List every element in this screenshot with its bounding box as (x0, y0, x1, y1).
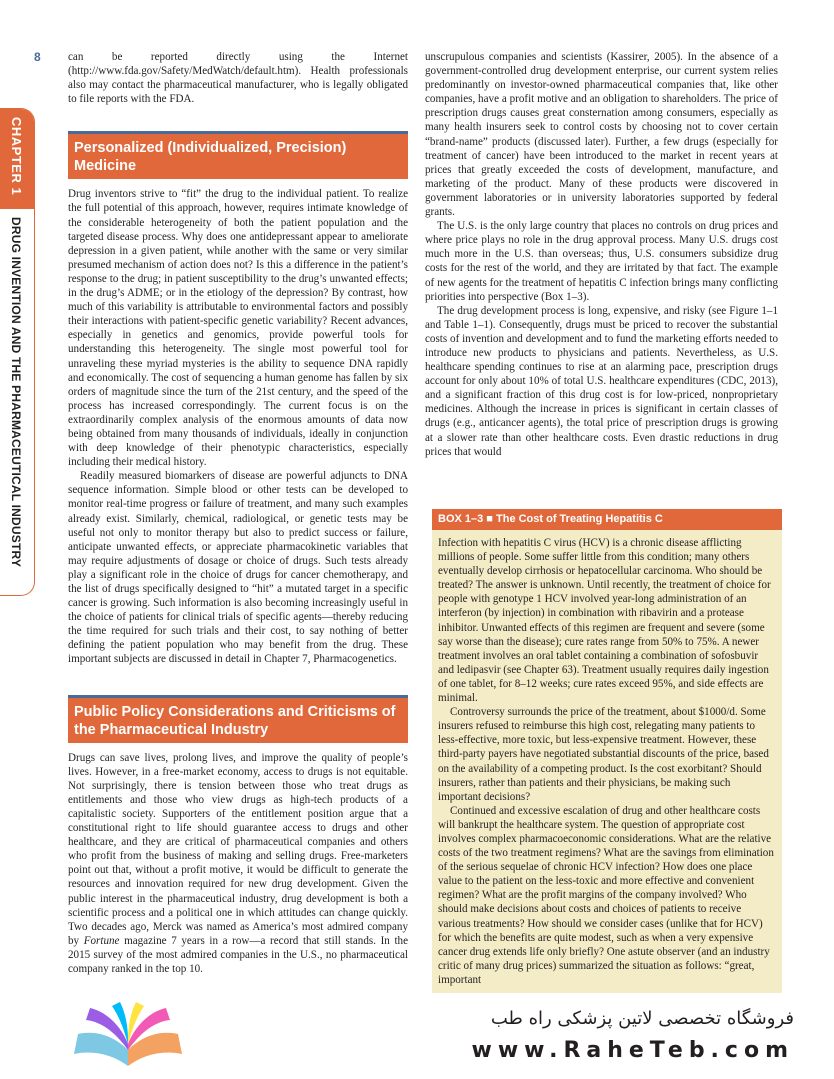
right-paragraph-1: unscrupulous companies and scientists (Kassirer, 2005). In the absence of a government-controlled drug development enterprise, our current system relies predominantly on investor-owned pharmaceutical companies that, like other companies, have a profit motive and an obligation to shareholders. The price of prescription drugs causes great consternation among consumers, especially as many health insurers seek to control costs by choosing not to cover certain “brand-name” products (discussed later). Further, a few drugs (especially for treatment of cancer) have been introduced to the market in recent years at prices that greatly exceeded the costs of development, manufacture, and marketing of the product. Many of these products were discovered in government laboratories or in university laboratories supported by federal grants. (425, 51, 778, 219)
box-hepatitis-c (432, 509, 782, 993)
intro-paragraph: can be reported directly using the Internet (http://www.fda.gov/Safety/MedWatch/default.htm). Health professionals also may contact the pharmaceutical manufacturer, who is legally obligated to file reports with the FDA. (68, 51, 408, 106)
box-paragraph-1: Infection with hepatitis C virus (HCV) is a chronic disease afflicting millions of people. Some suffer little from this condition; many others eventually develop cirrhosis or hepatocellular carcinoma. Who should be treated? The answer is unknown. Until recently, the treatment of choice for people with genotype 1 HCV involved year-long administration of an interferon (by injection) in combination with ribavirin and a protease inhibitor. Unwanted effects of this regimen are frequent and severe (some say worse than the disease); cure rates range from 50% to 75%. A newer treatment involves an oral tablet containing a combination of sofosbuvir and ledipasvir (see Chapter 63). Treatment usually requires daily ingestion of one tablet, for 8–12 weeks; cure rates exceed 95%, and side effects are minimal. (438, 537, 771, 705)
section-heading-public-policy: Public Policy Considerations and Criticisms of the Pharmaceutical Industry (68, 695, 408, 743)
chapter-title: DRUG INVENTION AND THE PHARMACEUTICAL INDUSTRY (9, 217, 23, 568)
personalized-paragraph-2: Readily measured biomarkers of disease are powerful adjuncts to DNA sequence information. Simple blood or other tests can be developed to monitor real-time progress or failure of treatment, and many such examples already exist. Similarly, chemical, radiological, or genetic tests may be useful not only to monitor therapy but also to predict success or failure, anticipate unwanted effects, or appreciate pharmacokinetic variables that may require adjustments of dosage or choice of drugs. Such tests already play a significant role in the choice of drugs for cancer chemotherapy, and the list of drugs specifically designed to “hit” a mutated target in a specific cancer is growing. Such information is also becoming increasingly useful in the choice of patients for clinical trials of specific agents—thereby reducing the time required for such trials and their cost, to say nothing of better defining the patient population who may benefit from the drug. These important subjects are discussed in detail in Chapter 7, Pharmacogenetics. (68, 470, 408, 666)
store-name: فروشگاه تخصصی لاتین پزشکی راه طب (490, 1008, 794, 1029)
chapter-tab-header (0, 109, 34, 209)
chapter-side-tab (0, 108, 35, 596)
fortune-magazine: Fortune (83, 934, 120, 947)
box-paragraph-3: Continued and excessive escalation of drug and other healthcare costs will bankrupt the healthcare system. The question of appropriate cost involves complex pharmacoeconomic considerations. What are the relative costs of the two treatment regimens? What are the savings from elimination of the serious sequelae of chronic HCV infection? How does one place value to the patient on the less-toxic and more effective and convenient regimen? What are the profit margins of the company involved? Who should make decisions about costs and choices of patients to receive various treatments? How should we consider cases (unlike that for HCV) for which the benefits are quite modest, such as when a very expensive cancer drug extends life only briefly? One astute observer (and an industry critic of many drug prices) summarized the situation as follows: “great, important (438, 804, 774, 986)
right-column (425, 50, 778, 459)
watermark-footer (0, 994, 834, 1079)
box-body (432, 530, 782, 987)
right-paragraph-3: The drug development process is long, expensive, and risky (see Figure 1–1 and Table 1–1). Consequently, drugs must be priced to recover the substantial costs of invention and development and to fund the marketing efforts needed to introduce new products to physicians and patients. Nevertheless, as U.S. healthcare spending continues to rise at an alarming pace, prescription drugs account for only about 10% of total U.S. healthcare expenditures (CDC, 2013), and a significant fraction of this drug cost is for low-priced, nonproprietary medicines. Although the increase in prices is significant in certain classes of drugs (e.g., anticancer agents), the total price of prescription drugs is growing at a slower rate than other healthcare costs. Even drastic reductions in drug prices that would (425, 304, 778, 458)
chapter-label: CHAPTER 1 (9, 117, 24, 196)
public-policy-text-a: Drugs can save lives, prolong lives, and improve the quality of people’s lives. However, in a free-market economy, access to drugs is not equitable. Not surprisingly, there is tension between those who treat drugs as entitlements and those who view drugs as high-tech products of a capitalistic society. Supporters of the entitlement position argue that a constitutional right to life should guarantee access to drugs and other healthcare, and they are critical of pharmaceutical companies and others who profit from the business of making and selling drugs. Free-marketers point out that, without a profit motive, it would be difficult to generate the resources and innovation required for new drug development. Given the public interest in the pharmaceutical industry, drug development is both a scientific process and a political one in which attitudes can change quickly. Two decades ago, Merck was named as America’s most admired company by (68, 751, 408, 947)
personalized-paragraph-1: Drug inventors strive to “fit” the drug to the individual patient. To realize the full potential of this approach, however, requires intimate knowledge of the considerable heterogeneity of both the patient population and the targeted disease process. Why does one antidepressant appear to ameliorate depression in a given patient, while another with the same or very similar presumed mechanism of action does not? Is this a difference in the patient’s response to the drug; in patient susceptibility to the drug’s unwanted effects; in the drug’s ADME; or in the etiology of the depression? By contrast, how much of this variability is attributable to environmental factors and possibly their interactions with patient-specific genetic variability? Recent advances, especially in genetics and genomics, provide powerful tools for understanding this heterogeneity. The single most powerful tool for unraveling these myriad mysteries is the ability to sequence DNA rapidly and economically. The cost of sequencing a human genome has fallen by six orders of magnitude since the turn of the 21st century, and the speed of the process has increased correspondingly. The current focus is on the extraordinarily complex analysis of the enormous amounts of data now being obtained from many thousands of individuals, ideally in conjunction with deep knowledge of their phenotypic characteristics, especially including their medical history. (68, 188, 408, 469)
public-policy-paragraph (68, 751, 408, 977)
left-column (68, 50, 408, 976)
public-policy-text-b: magazine 7 years in a row—a record that still stands. In the 2015 survey of the most admired companies in the U.S., no pharmaceutical company ranked in the top 10. (68, 934, 408, 975)
open-book-logo-icon (68, 1000, 188, 1072)
box-paragraph-2: Controversy surrounds the price of the treatment, about $1000/d. Some insurers refused to reimburse this high cost, relegating many patients to less-effective, more toxic, but less-expensive treatment. However, these third-party payers have negotiated substantial discounts of the price, based on the availability of a competing product. Is the cost exorbitant? Should insurers, rather than patients and their physicians, be making such important decisions? (438, 706, 769, 803)
page-number: 8 (34, 50, 41, 64)
section-heading-personalized-medicine: Personalized (Individualized, Precision) Medicine (68, 131, 408, 179)
store-url: www.RaheTeb.com (471, 1038, 794, 1063)
box-heading: BOX 1–3 ■ The Cost of Treating Hepatitis C (432, 509, 782, 530)
right-paragraph-2: The U.S. is the only large country that places no controls on drug prices and where price plays no role in the drug approval process. Many U.S. drugs cost much more in the U.S. than overseas; thus, U.S. consumers subsidize drug costs for the rest of the world, and they are irritated by that fact. The example of new agents for the treatment of hepatitis C infection brings many conflicting priorities into perspective (Box 1–3). (425, 220, 778, 303)
